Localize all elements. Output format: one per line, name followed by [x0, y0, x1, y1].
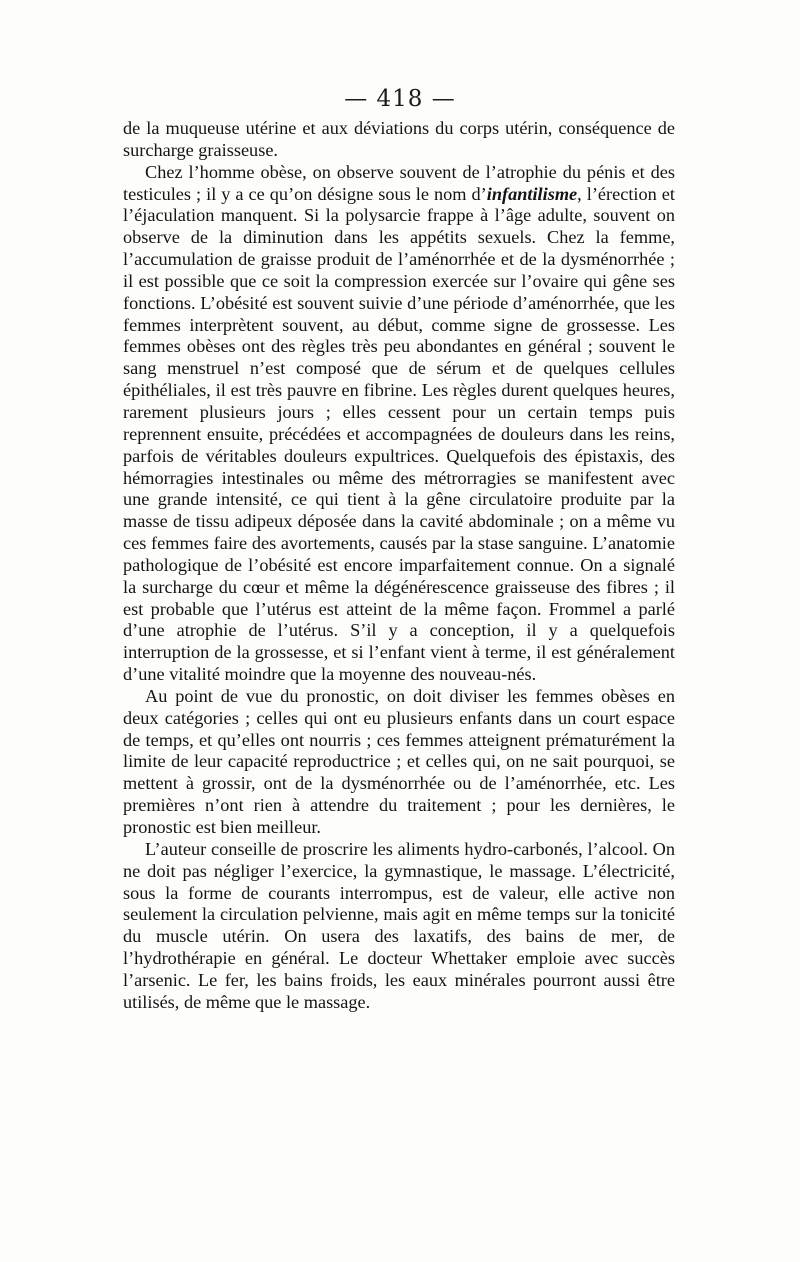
paragraph-1-text: de la muqueuse utérine et aux déviations du corps utérin, conséquence de surcharge graisseuse. — [123, 118, 675, 160]
page-number: — 418 — — [344, 86, 456, 112]
body-text — [123, 118, 675, 1014]
paragraph-2-text-end: , l’érection et l’éjaculation manquent. Si la polysarcie frappe à l’âge adulte, souvent on observe de la diminution dans les appétits sexuels. Chez la femme, l’accumulation de graisse produit de l’aménorrhée et de la dysménorrhée ; il est possible que ce soit la compression exercée sur l’ovaire qui gêne ses fonctions. L’obésité est souvent suivie d’une période d’aménorrhée, que les femmes interprètent souvent, au début, comme signe de grossesse. Les femmes obèses ont des règles très peu abondantes en général ; souvent le sang menstruel n’est composé que de sérum et de quelques cellules épithéliales, il est très pauvre en fibrine. Les règles durent quelques heures, rarement plusieurs jours ; elles cessent pour un certain temps puis reprennent ensuite, précédées et accompagnées de douleurs dans les reins, parfois de véritables douleurs expultrices. Quelquefois des épistaxis, des hémorragies intestinales ou même des métrorragies se manifestent avec une grande intensité, ce qui tient à la gêne circulatoire produite par la masse de tissu adipeux déposée dans la cavité abdominale ; on a même vu ces femmes faire des avortements, causés par la stase sanguine. L’anatomie pathologique de l’obésité est encore imparfaitement connue. On a signalé la surcharge du cœur et même la dégénérescence graisseuse des fibres ; il est probable que l’utérus est atteint de la même façon. Frommel a parlé d’une atrophie de l’utérus. S’il y a conception, il y a quelquefois interruption de la grossesse, et si l’enfant vient à terme, il est généralement d’une vitalité moindre que la moyenne des nouveau-nés. — [123, 183, 675, 685]
paragraph-2-text-start: Chez l’homme obèse, on observe souvent de l’atrophie du pénis et des testicules ; il y a ce qu’on désigne sous le nom d’ — [123, 161, 675, 204]
paragraph-4-text: L’auteur conseille de proscrire les aliments hydro-carbonés, l’alcool. On ne doit pas négliger l’exercice, la gymnastique, le massage. L’électricité, sous la forme de courants interrompus, est de valeur, elle active non seulement la circulation pelvienne, mais agit en même temps sur la tonicité du muscle utérin. On usera des laxatifs, des bains de mer, de l’hydrothérapie en général. Le docteur Whettaker emploie avec succès l’arsenic. Le fer, les bains froids, les eaux minérales pourront aussi être utilisés, de même que le massage. — [123, 838, 675, 1012]
paragraph-2 — [123, 162, 675, 686]
paragraph-3 — [123, 686, 675, 839]
paragraph-4 — [123, 839, 675, 1014]
italic-term: infantilisme — [486, 183, 578, 204]
paragraph-3-text: Au point de vue du pronostic, on doit diviser les femmes obèses en deux catégories ; celles qui ont eu plusieurs enfants dans un court espace de temps, et qu’elles ont nourris ; ces femmes atteignent prématurément la limite de leur capacité reproductrice ; et celles qui, on ne sait pourquoi, se mettent à grossir, ont de la dysménorrhée ou de l’aménorrhée, etc. Les premières n’ont rien à attendre du traitement ; pour les dernières, le pronostic est bien meilleur. — [123, 685, 675, 837]
paragraph-1 — [123, 118, 675, 162]
